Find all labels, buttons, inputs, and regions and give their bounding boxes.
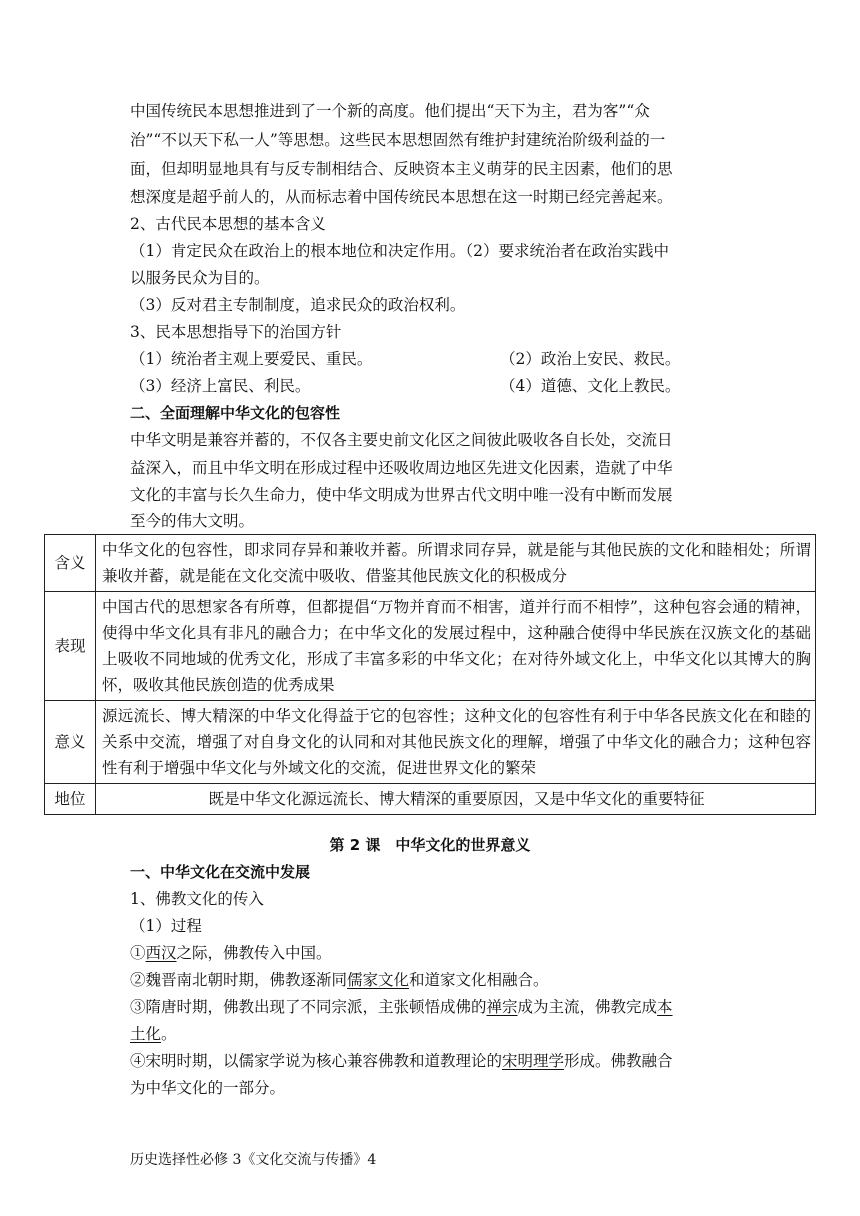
- lesson-title: 第 2 课 中华文化的世界意义: [329, 836, 531, 854]
- policy-2: （2）政治上安民、救民。: [500, 350, 681, 368]
- process-item-1: [130, 940, 332, 966]
- section-3-row-2: [130, 373, 750, 399]
- section-2-title: 2、古代民本思想的基本含义: [130, 215, 326, 233]
- para2-line-2: 益深入，而且中华文明在形成过程中还吸收周边地区先进文化因素，造就了中华: [130, 459, 673, 477]
- underlined-term: 禅宗: [486, 998, 518, 1016]
- section-2-item-1: （1）肯定民众在政治上的根本地位和决定作用。（2）要求统治者在政治实践中: [130, 242, 669, 260]
- process-item-3-cont: [130, 1021, 177, 1047]
- para1-line-4: 想深度是超乎前人的，从而标志着中国传统民本思想在这一时期已经完善起来。: [130, 188, 673, 206]
- text: 形成。佛教融合: [564, 1052, 673, 1070]
- policy-1: （1）统治者主观上要爱民、重民。: [130, 350, 373, 368]
- para1-line-3: 面，但却明显地具有与反专制相结合、反映资本主义萌芽的民主因素，他们的思: [130, 160, 673, 178]
- para1-line-1: 中国传统民本思想推进到了一个新的高度。他们提出“天下为主，君为客”“众: [130, 102, 650, 120]
- text: ④宋明时期，以儒家学说为核心兼容佛教和道教理论的: [130, 1052, 503, 1070]
- subheading-buddhism: 1、佛教文化的传入: [130, 890, 264, 908]
- text: 成为主流，佛教完成: [517, 998, 658, 1016]
- heading-exchange: 一、中华文化在交流中发展: [130, 863, 311, 881]
- table-row: [45, 592, 816, 701]
- para2-line-4: 至今的伟大文明。: [130, 512, 255, 530]
- para1-line-2: 治”“不以天下私一人”等思想。这些民本思想固然有维护封建统治阶级利益的一: [130, 131, 666, 149]
- row-text-status: 既是中华文化源远流长、博大精深的重要原因，又是中华文化的重要特征: [96, 784, 816, 815]
- para2-line-1: 中华文明是兼容并蓄的，不仅各主要史前文化区之间彼此吸收各自长处，交流日: [130, 431, 673, 449]
- inclusiveness-table: [44, 534, 816, 815]
- policy-3: （3）经济上富民、利民。: [130, 377, 311, 395]
- text: 之际，佛教传入中国。: [176, 944, 332, 962]
- policy-4: （4）道德、文化上教民。: [500, 377, 681, 395]
- underlined-term: 儒家文化: [347, 971, 410, 989]
- table-row: [45, 701, 816, 784]
- row-text-significance: 源远流长、博大精深的中华文化得益于它的包容性；这种文化的包容性有利于中华各民族文化在和睦的关系中交流，增强了对自身文化的认同和对其他民族文化的理解，增强了中华文化的融合力；这种包容性有利于增强中华文化与外域文化的交流，促进世界文化的繁荣: [96, 701, 816, 784]
- row-head-status: 地位: [45, 784, 96, 815]
- underlined-term: 西汉: [145, 944, 177, 962]
- process-item-4: [130, 1048, 673, 1074]
- table-row: [45, 784, 816, 815]
- subheading-process: （1）过程: [130, 917, 202, 935]
- row-text-manifestation: 中国古代的思想家各有所尊，但都提倡“万物并育而不相害，道并行而不相悖”，这种包容会通的精神，使得中华文化具有非凡的融合力；在中华文化的发展过程中，这种融合使得中华民族在汉族文化的基础上吸收不同地域的优秀文化，形成了丰富多彩的中华文化；在对待外域文化上，中华文化以其博大的胸怀，吸收其他民族创造的优秀成果: [96, 592, 816, 701]
- row-text-meaning: 中华文化的包容性，即求同存异和兼收并蓄。所谓求同存异，就是能与其他民族的文化和睦相处；所谓兼收并蓄，就是能在文化交流中吸收、借鉴其他民族文化的积极成分: [96, 535, 816, 592]
- process-item-3: [130, 994, 673, 1020]
- row-head-meaning: 含义: [45, 535, 96, 592]
- underlined-term: 土化: [130, 1025, 162, 1043]
- underlined-term: 宋明理学: [502, 1052, 565, 1070]
- heading-inclusiveness: 二、全面理解中华文化的包容性: [130, 404, 341, 422]
- row-head-significance: 意义: [45, 701, 96, 784]
- process-item-4-cont: 为中华文化的一部分。: [130, 1079, 286, 1097]
- section-2-item-3: （3）反对君主专制制度，追求民众的政治权利。: [130, 296, 466, 314]
- text: ③隋唐时期，佛教出现了不同宗派，主张顿悟成佛的: [130, 998, 487, 1016]
- page-footer: 历史选择性必修 3《文化交流与传播》4: [130, 1152, 377, 1168]
- section-3-title: 3、民本思想指导下的治国方针: [130, 323, 342, 341]
- underlined-term: 本: [657, 998, 673, 1016]
- para2-line-3: 文化的丰富与长久生命力，使中华文明成为世界古代文明中唯一没有中断而发展: [130, 486, 673, 504]
- text: ①: [130, 944, 146, 962]
- row-head-manifestation: 表现: [45, 592, 96, 701]
- text: 。: [161, 1025, 177, 1043]
- process-item-2: [130, 967, 549, 993]
- text: 和道家文化相融合。: [409, 971, 549, 989]
- section-2-item-1-cont: 以服务民众为目的。: [130, 269, 270, 287]
- text: ②魏晋南北朝时期，佛教逐渐同: [130, 971, 348, 989]
- section-3-row-1: [130, 346, 750, 372]
- table-row: [45, 535, 816, 592]
